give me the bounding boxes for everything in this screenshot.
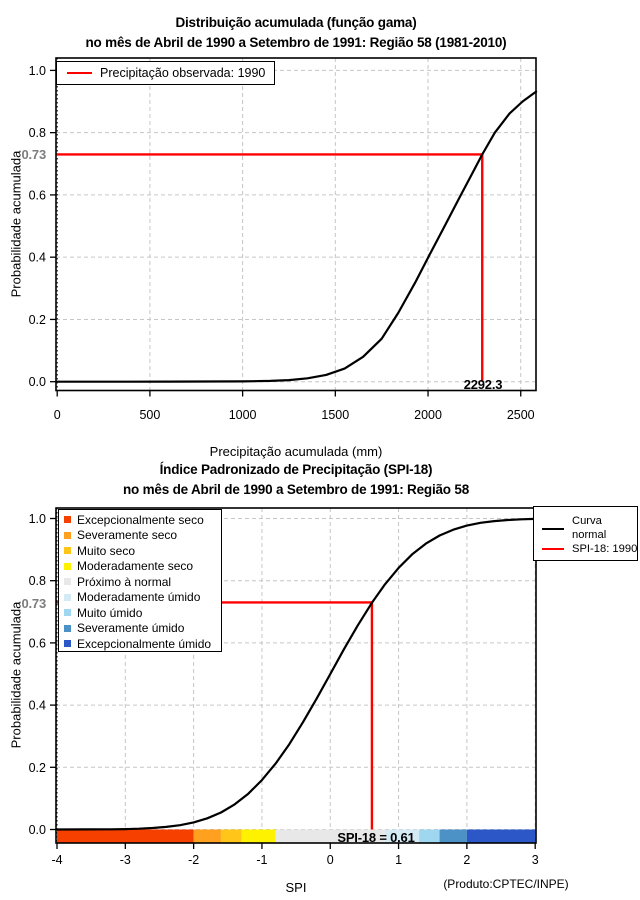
bottom-value-marker-label: SPI-18 = 0.61 [337, 830, 415, 845]
y-axis-tick-label: 0.6 [28, 188, 46, 203]
y-axis-tick-label: 1.0 [28, 63, 46, 78]
category-color-swatch [64, 516, 71, 523]
top-y-axis-label: Probabilidade acumulada [8, 150, 24, 298]
legend-item [59, 574, 221, 590]
top-legend [56, 61, 275, 85]
bottom-chart-subtitle: no mês de Abril de 1990 a Setembro de 1991: Região 58 [122, 482, 470, 497]
cdf-curve [57, 92, 536, 382]
curve-legend-label-line1: Curva [572, 515, 602, 527]
y-axis-tick-label: 0.0 [28, 823, 46, 837]
legend-item [59, 590, 221, 606]
x-axis-tick-label: 2500 [506, 408, 535, 422]
y-axis-tick-label: 0.2 [28, 760, 46, 775]
category-label: Muito úmido [77, 605, 143, 620]
bottom-chart-title: Índice Padronizado de Precipitação (SPI-18) [159, 462, 433, 477]
curve-legend-spi-label: SPI-18: 1990 [572, 543, 638, 555]
category-color-swatch [64, 563, 71, 570]
category-label: Muito seco [77, 543, 136, 558]
legend-item [59, 543, 221, 559]
x-axis-tick-label: 0 [326, 853, 334, 867]
category-label: Excepcionalmente seco [77, 512, 204, 527]
x-axis-tick-label: 1000 [228, 408, 257, 422]
spi-category-legend [58, 509, 222, 652]
spi-category-segment [241, 830, 275, 844]
product-footnote: (Produto:CPTEC/INPE) [443, 877, 569, 891]
spi-category-segment [440, 830, 467, 844]
y-axis-tick-label: 1.0 [28, 512, 46, 526]
category-label: Próximo à normal [77, 574, 172, 589]
spi-category-segment [57, 830, 194, 844]
top-chart-title: Distribuição acumulada (função gama) [175, 15, 417, 30]
curve-legend [533, 506, 638, 561]
x-axis-tick-label: 1 [395, 853, 403, 867]
x-axis-tick-label: 1500 [321, 408, 350, 422]
legend-item [59, 559, 221, 575]
curve-legend-line-black [542, 528, 564, 530]
bottom-y-axis-label: Probabilidade acumulada [8, 601, 24, 749]
spi-category-segment [194, 830, 221, 844]
y-axis-tick-label: 0.8 [28, 574, 46, 589]
x-axis-tick-label: 500 [139, 408, 161, 422]
legend-item [59, 528, 221, 544]
y-axis-tick-label: 0.6 [28, 636, 46, 651]
x-axis-tick-label: -4 [51, 853, 63, 867]
plot-border [56, 58, 536, 391]
x-axis-tick-label: 0 [53, 408, 61, 422]
legend-item [59, 636, 221, 652]
category-color-swatch [64, 625, 71, 632]
category-label: Excepcionalmente úmido [77, 636, 212, 651]
category-label: Moderadamente úmido [77, 590, 201, 605]
category-color-swatch [64, 640, 71, 647]
category-label: Moderadamente seco [77, 559, 194, 574]
legend-item [59, 621, 221, 637]
category-color-swatch [64, 594, 71, 601]
top-x-axis-label: Precipitação acumulada (mm) [209, 444, 383, 459]
legend-line-sample-red [67, 72, 92, 75]
y-axis-tick-label: 0.0 [28, 375, 46, 390]
top-value-marker-label: 2292.3 [463, 377, 503, 392]
y-axis-tick-label: 0.2 [28, 312, 46, 327]
x-axis-tick-label: -3 [119, 853, 131, 867]
y-axis-tick-label: 0.4 [28, 250, 46, 265]
category-color-swatch [64, 609, 71, 616]
x-axis-tick-label: -1 [256, 853, 268, 867]
x-axis-tick-label: 3 [531, 853, 539, 867]
category-label: Severamente úmido [77, 621, 185, 636]
spi-category-segment [467, 830, 535, 844]
x-axis-tick-label: -2 [188, 853, 200, 867]
category-label: Severamente seco [77, 528, 178, 543]
category-color-swatch [64, 547, 71, 554]
curve-legend-line-red [542, 548, 564, 550]
bottom-probability-marker-label: 0.73 [21, 596, 46, 611]
curve-legend-label-line2: normal [572, 529, 607, 541]
category-color-swatch [64, 532, 71, 539]
top-chart-subtitle: no mês de Abril de 1990 a Setembro de 1991: Região 58 (1981-2010) [85, 35, 507, 50]
top-legend-label: Precipitação observada: 1990 [100, 66, 266, 80]
x-axis-tick-label: 2000 [414, 408, 442, 422]
spi-category-segment [221, 830, 241, 844]
category-color-swatch [64, 578, 71, 585]
bottom-x-axis-label: SPI [285, 880, 307, 895]
x-axis-tick-label: 2 [463, 853, 471, 867]
legend-item [59, 605, 221, 621]
top-probability-marker-label: 0.73 [21, 147, 46, 162]
y-axis-tick-label: 0.8 [28, 126, 46, 141]
legend-item [59, 512, 221, 528]
y-axis-tick-label: 0.4 [28, 698, 46, 713]
